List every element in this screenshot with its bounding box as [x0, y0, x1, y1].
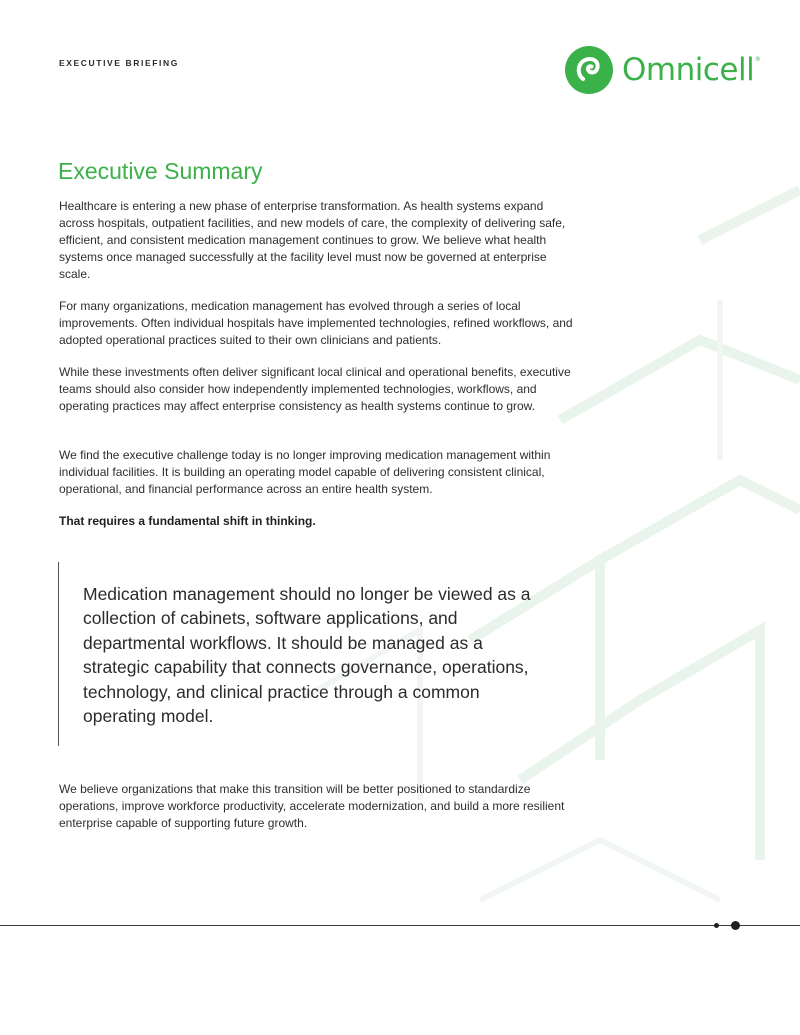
paragraph-intro: Healthcare is entering a new phase of enterprise transformation. As health systems expand across hospitals, outpatient facilities, and new models of care, the complexity of delivering safe, efficient, and consistent medication management continues to grow. We believe what health systems once managed successfully at the facility level must now be governed at enterprise scale. — [59, 199, 566, 281]
omnicell-logo — [565, 46, 761, 94]
document-eyebrow: EXECUTIVE BRIEFING — [59, 58, 179, 68]
footer-dot-small — [714, 923, 719, 928]
paragraph-investments: While these investments often deliver significant local clinical and operational benefits, executive teams should also consider how independently implemented technologies, workflows, and operating practices may affect enterprise consistency as health systems continue to grow. — [59, 365, 571, 413]
page-title: Executive Summary — [58, 158, 263, 184]
logo-text: Omnicell — [622, 51, 755, 88]
footer-rule — [0, 925, 800, 926]
registered-mark: ® — [754, 55, 761, 63]
omnicell-logo-icon — [565, 46, 613, 94]
emphasis-statement: That requires a fundamental shift in thinking. — [59, 514, 316, 528]
paragraph-closing: We believe organizations that make this transition will be better positioned to standardize operations, improve workforce productivity, accelerate modernization, and build a more resilient enterprise capable of supporting future growth. — [59, 782, 565, 830]
paragraph-executive-challenge: We find the executive challenge today is no longer improving medication management within individual facilities. It is building an operating model capable of delivering consistent clinical, operational, and financial performance across an entire health system. — [59, 448, 551, 496]
logo-wordmark — [622, 51, 761, 88]
paragraph-local-improvements: For many organizations, medication management has evolved through a series of local improvements. Often individual hospitals have implemented technologies, refined workflows, and adopted operational practices suited to their own clinicians and patients. — [59, 299, 573, 347]
footer-dot-large — [731, 921, 740, 930]
pull-quote: Medication management should no longer be viewed as a collection of cabinets, software applications, and departmental workflows. It should be managed as a strategic capability that connects governance, operations, technology, and clinical practice through a common operating model. — [83, 584, 531, 727]
pull-quote-rule — [58, 562, 59, 746]
